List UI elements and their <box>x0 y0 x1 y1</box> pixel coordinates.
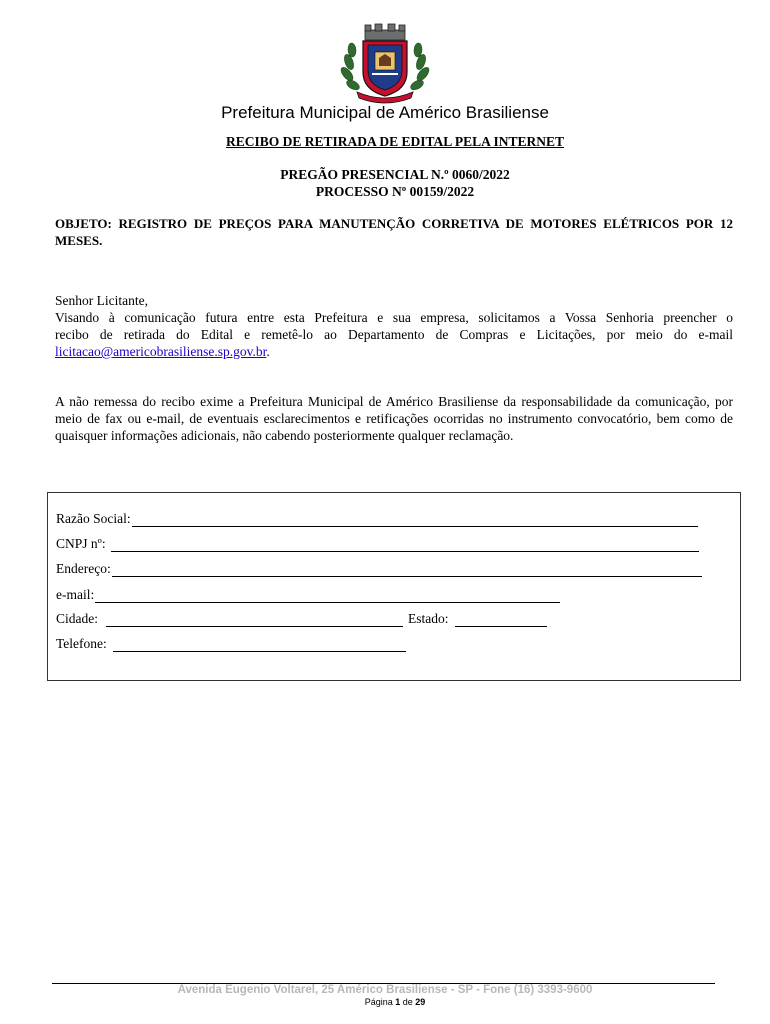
intro-end: . <box>266 344 270 359</box>
municipality-name: Prefeitura Municipal de Américo Brasiliense <box>221 103 549 122</box>
greeting: Senhor Licitante, <box>55 293 148 308</box>
razao-social-input[interactable] <box>132 514 698 527</box>
company-form <box>47 492 741 681</box>
cidade-estado-field <box>56 611 547 627</box>
disclaimer-paragraph: A não remessa do recibo exime a Prefeitura Municipal de Américo Brasiliense da responsabilidade da comunicação, por meio de fax ou e-mail, de eventuais esclarecimentos e retificações ocorridas no instrumento convocatório, bem como de quaisquer informações adicionais, não cabendo posteriormente qualquer reclamação. <box>55 394 733 443</box>
endereco-label: Endereço: <box>56 561 111 576</box>
page-number <box>0 997 770 1007</box>
razao-social-label: Razão Social: <box>56 511 131 526</box>
intro-paragraph <box>55 292 733 360</box>
pregao-number: PREGÃO PRESENCIAL N.º 0060/2022 <box>280 167 510 182</box>
intro-line-2: recibo de retirada do Edital e remetê-lo ao Departamento de Compras e Licitações, por meio do e-mail <box>55 327 733 342</box>
footer-address: Avenida Eugenio Voltarel, 25 Américo Brasiliense - SP - Fone (16) 3393-9600 <box>177 984 593 996</box>
municipal-coat-of-arms-icon <box>339 22 431 104</box>
email-input[interactable] <box>95 590 560 603</box>
page-current: 1 <box>395 997 401 1007</box>
cnpj-input[interactable] <box>111 539 699 552</box>
objeto-text: REGISTRO DE PREÇOS PARA MANUTENÇÃO CORRETIVA DE MOTORES ELÉTRICOS POR 12 MESES. <box>55 216 733 248</box>
endereco-input[interactable] <box>112 564 702 577</box>
telefone-field <box>56 636 406 652</box>
endereco-field <box>56 561 702 577</box>
estado-label: Estado: <box>408 611 449 626</box>
intro-line-1: Visando à comunicação futura entre esta Prefeitura e sua empresa, solicitamos a Vossa Senhoria preencher o <box>55 310 733 325</box>
cnpj-field <box>56 536 699 552</box>
page-word: Página <box>364 997 393 1007</box>
email-field <box>56 587 560 603</box>
page-total: 29 <box>415 997 426 1007</box>
objeto-paragraph <box>55 215 733 249</box>
page-of-word: de <box>402 997 413 1007</box>
cidade-input[interactable] <box>106 614 403 627</box>
cidade-label: Cidade: <box>56 611 98 626</box>
telefone-label: Telefone: <box>56 636 107 651</box>
email-label: e-mail: <box>56 587 95 602</box>
telefone-input[interactable] <box>113 639 406 652</box>
processo-number: PROCESSO Nº 00159/2022 <box>315 184 475 199</box>
estado-input[interactable] <box>455 614 547 627</box>
document-title: RECIBO DE RETIRADA DE EDITAL PELA INTERNET <box>225 134 565 149</box>
cnpj-label: CNPJ nº: <box>56 536 106 551</box>
razao-social-field <box>56 511 698 527</box>
email-link[interactable]: licitacao@americobrasiliense.sp.gov.br <box>55 344 267 359</box>
objeto-label: OBJETO: <box>55 216 112 231</box>
